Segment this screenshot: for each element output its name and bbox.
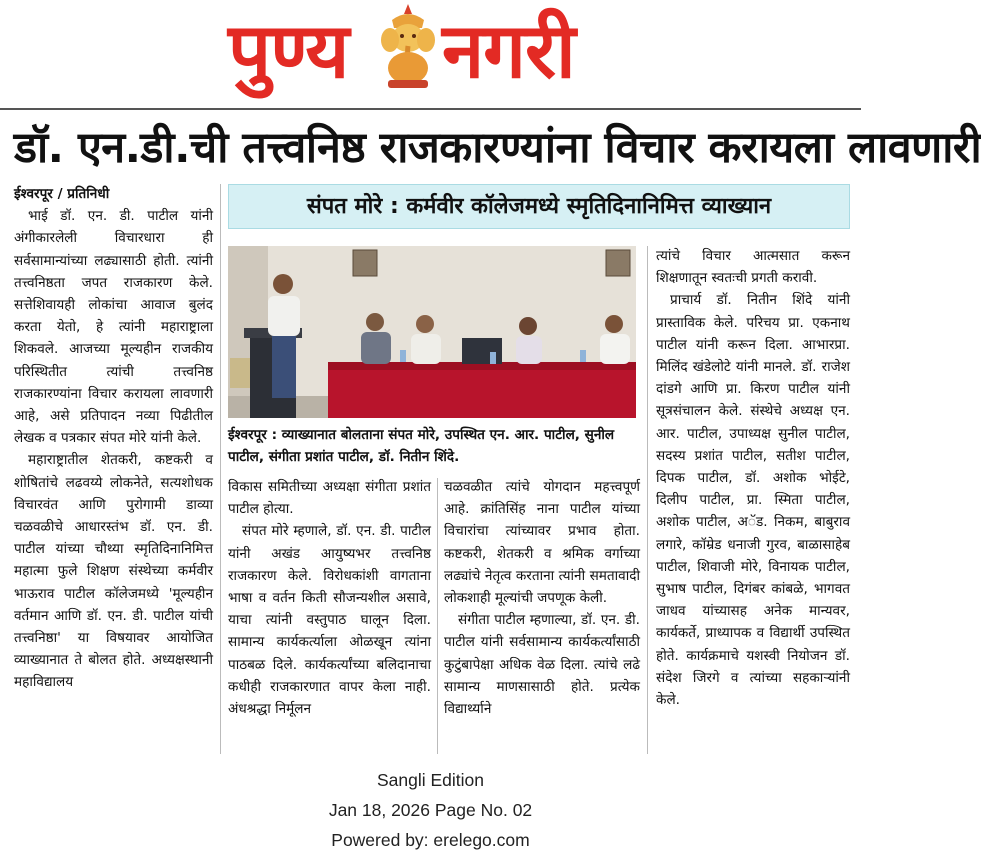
masthead-title-right: नगरी: [442, 6, 575, 95]
column3-paragraph: विकास समितीच्या अध्यक्षा संगीता प्रशांत पाटील होत्या.: [228, 479, 431, 518]
masthead-rule: [0, 108, 861, 110]
masthead: [0, 0, 861, 108]
column5-paragraph: प्राचार्य डॉ. नितीन शिंदे यांनी प्रास्ताविक केले. परिचय प्रा. एकनाथ पाटील यांनी करून दिला. आभारप्रा. मिलिंद खंडेलोटे यांनी मानले. डॉ. राजेश दांडगे आणि प्रा. किरण पाटील यांनी सूत्रसंचालन केले. संस्थेचे अध्यक्ष एन. आर. पाटील, उपाध्यक्ष सुनील पाटील, सदस्य प्रशांत पाटील, सतीश पाटील, दिपक पाटील, डॉ. अशोक भोईटे, दिलीप पाटील, प्रा. स्मिता पाटील, अशोक पाटील, अॅड. निकम, बाबुराव लगारे, कॉम्रेड धनाजी गुरव, बाळासाहेब पाटील, शिवाजी मोरे, विनायक पाटील, सुभाष पाटील, दिगंबर कांबळे, भागवत जाधव यांच्यासह अनेक मान्यवर, कार्यकर्ते, प्राध्यापक व विद्यार्थी उपस्थित होते. कार्यक्रमाचे यशस्वी नियोजन डॉ. संदेश जिरगे व त्यांच्या सहकाऱ्यांनी केले.: [656, 292, 850, 709]
column-divider: [647, 246, 648, 754]
article-column-4: [444, 476, 640, 720]
column-divider: [220, 184, 221, 754]
column3-paragraph: संपत मोरे म्हणाले, डॉ. एन. डी. पाटील यांनी अखंड आयुष्यभर तत्त्वनिष्ठ राजकारण केले. विरोधकांशी वागताना भाषा व वर्तन किती सौजन्यशील असावे, याचा त्यांनी वस्तुपाठ घालून दिला. सामान्य कार्यकर्त्याला ओळखून त्यांना पाठबळ दिले. कार्यकर्त्यांच्या बलिदानाचा कधीही राजकारणात वापर केला नाही. अंधश्रद्धा निर्मूलन: [228, 523, 431, 718]
article-headline: डॉ. एन.डी.ची तत्त्वनिष्ठ राजकारण्यांना विचार करायला लावणारी: [14, 123, 981, 173]
photo-caption: ईश्वरपूर : व्याख्यानात बोलताना संपत मोरे, उपस्थित एन. आर. पाटील, सुनील पाटील, संगीता प्रशांत पाटील, डॉ. नितीन शिंदे.: [228, 427, 615, 465]
article-subheadline: संपत मोरे : कर्मवीर कॉलेजमध्ये स्मृतिदिनानिमित्त व्याख्यान: [228, 184, 850, 229]
column-divider: [437, 478, 438, 754]
article-column-1: [14, 183, 213, 694]
article-column-5: [656, 245, 850, 711]
masthead-title-left: पुण्य: [228, 6, 349, 95]
event-photo: [228, 246, 636, 418]
column4-paragraph: संगीता पाटील म्हणाल्या, डॉ. एन. डी. पाटील यांनी सर्वसामान्य कार्यकर्त्यांसाठी कुटुंबापेक्षा अधिक वेळ दिला. त्यांचे लढे सामान्य माणसासाठी होते. प्रत्येक विद्यार्थ्याने: [444, 612, 640, 718]
footer-date-page: Jan 18, 2026 Page No. 02: [328, 800, 533, 820]
column4-paragraph: चळवळीत त्यांचे योगदान महत्त्वपूर्ण आहे. क्रांतिसिंह नाना पाटील यांच्या विचारांचा त्यांच्यावर प्रभाव होता. कष्टकरी, शेतकरी व श्रमिक वर्गाच्या लढ्यांचे नेतृत्व करताना त्यांनी समतावादी लोकशाही मूल्यांची जपणूक केली.: [444, 479, 640, 607]
column1-paragraph: भाई डॉ. एन. डी. पाटील यांनी अंगीकारलेली विचारधारा ही सर्वसामान्यांच्या लढ्यासाठी होती. त्यांनी तत्त्वनिष्ठता जपत राजकारण केले. सत्तेशिवायही लोकांचा आवाज बुलंद करता येतो, हे त्यांनी महाराष्ट्राला शिकवले. आजच्या मूल्यहीन राजकीय परिस्थितीत त्यांची तत्त्वनिष्ठ राजकारण्यांना विचार करायला लावणारी आहे, असे प्रतिपादन नव्या पिढीतील लेखक व पत्रकार संपत मोरे यांनी केले.: [14, 208, 213, 447]
footer-edition: Sangli Edition: [376, 770, 485, 790]
dateline: ईश्वरपूर / प्रतिनिधी: [14, 186, 110, 202]
column5-paragraph: त्यांचे विचार आत्मसात करून शिक्षणातून स्वतःची प्रगती करावी.: [656, 248, 850, 287]
article-column-3: [228, 476, 431, 720]
column1-paragraph: महाराष्ट्रातील शेतकरी, कष्टकरी व शोषितांचे लढवय्ये लोकनेते, सत्यशोधक विचारवंत आणि पुरोगामी डाव्या चळवळीचे आधारस्तंभ डॉ. एन. डी. पाटील यांच्या चौथ्या स्मृतिदिनानिमित्त महात्मा फुले शिक्षण संस्थेच्या कर्मवीर भाऊराव पाटील कॉलेजमध्ये 'मूल्यहीन वर्तमान आणि डॉ. एन. डी. पाटील यांची तत्त्वनिष्ठा' या विषयावर आयोजित व्याख्यानात ते बोलत होते. अध्यक्षस्थानी महाविद्यालय: [14, 452, 213, 691]
footer-powered-by[interactable]: Powered by: erelego.com: [331, 830, 530, 850]
ganesha-icon: [372, 2, 444, 94]
